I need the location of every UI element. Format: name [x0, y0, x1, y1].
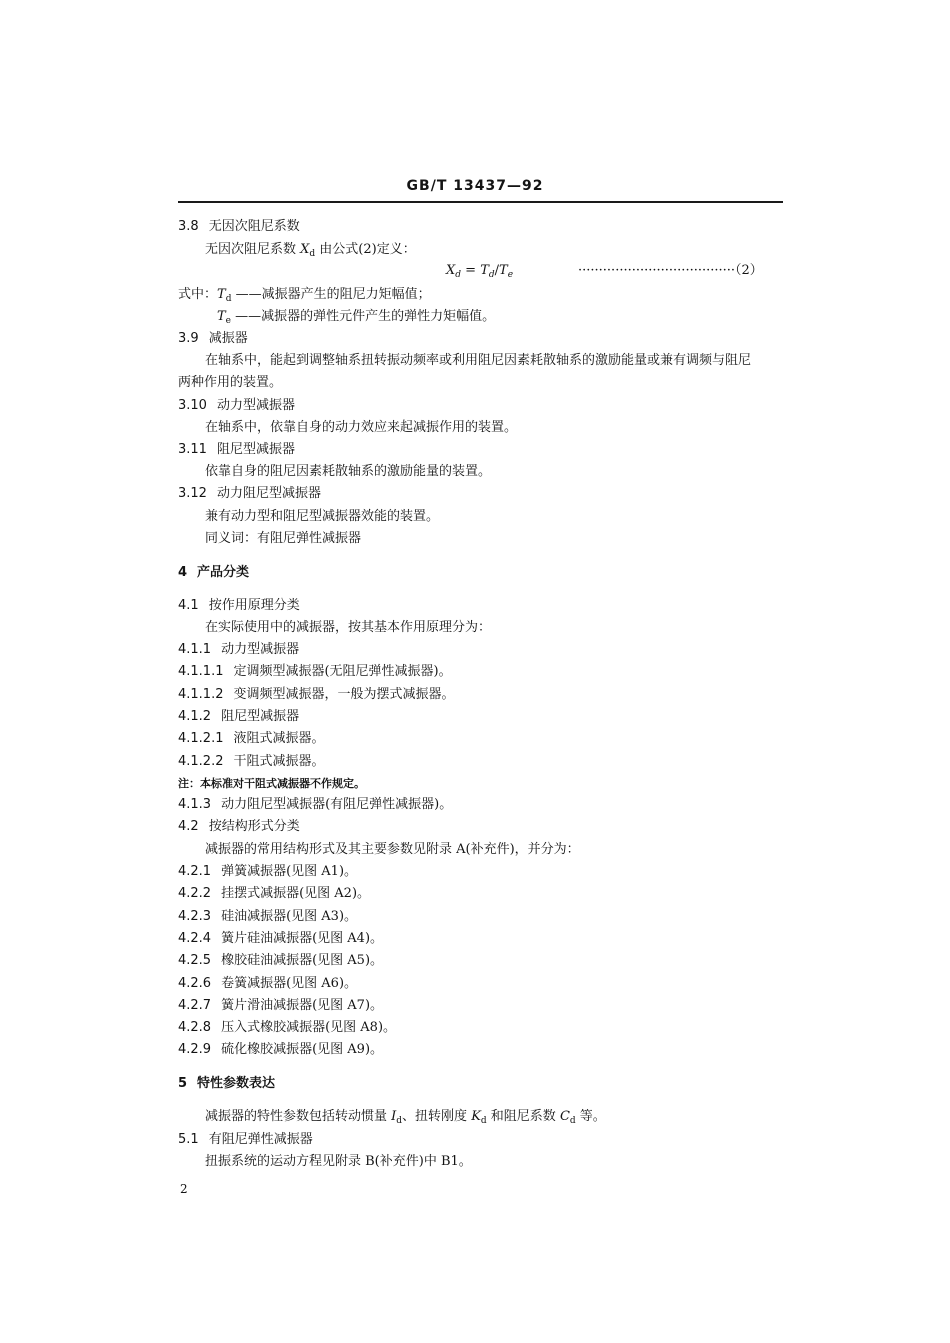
section-number: 4.2.7	[178, 998, 212, 1013]
formula-leader-dots: ······································（2）	[578, 263, 763, 278]
section-4-heading	[178, 564, 249, 582]
variable-x: X	[300, 242, 310, 257]
section-3-8-definition	[205, 241, 416, 259]
header-rule	[178, 201, 783, 203]
standard-number-header: GB/T 13437—92	[406, 178, 544, 194]
section-title: 簧片硅油减振器(见图 A4)。	[221, 931, 384, 946]
variable-c: C	[559, 1109, 570, 1124]
text-part: 和阻尼系数	[486, 1109, 560, 1124]
section-number: 5	[178, 1076, 188, 1091]
section-3-12-heading	[178, 485, 321, 503]
section-title: 有阻尼弹性减振器	[208, 1132, 313, 1147]
section-number: 3.8	[178, 219, 199, 234]
where-clause-td	[178, 286, 431, 304]
section-number: 3.11	[178, 442, 207, 457]
subscript: d	[569, 1116, 576, 1126]
section-3-9-text-line-1: 在轴系中，能起到调整轴系扭转振动频率或利用阻尼因素耗散轴系的激励能量或兼有调频与阻尼	[205, 353, 752, 368]
section-3-11-heading	[178, 441, 295, 459]
section-number: 4.2.6	[178, 976, 212, 991]
section-4-1-2-1	[178, 730, 325, 748]
formula-lhs-sub: d	[455, 270, 462, 280]
subscript: d	[480, 1116, 487, 1126]
section-title: 动力型减振器	[216, 398, 295, 413]
section-number: 4.2.4	[178, 931, 212, 946]
section-3-10-text: 在轴系中，依靠自身的动力效应来起减振作用的装置。	[205, 420, 518, 435]
section-number: 4.2.8	[178, 1020, 212, 1035]
section-title: 橡胶硅油减振器(见图 A5)。	[221, 953, 384, 968]
section-title: 卷簧减振器(见图 A6)。	[221, 976, 358, 991]
variable-k: K	[471, 1109, 481, 1124]
section-5-1-text: 扭振系统的运动方程见附录 B(补充件)中 B1。	[205, 1154, 472, 1169]
list-item	[178, 975, 357, 993]
text-part: 等。	[575, 1109, 606, 1124]
subscript: d	[309, 249, 316, 259]
section-number: 4.1	[178, 598, 199, 613]
formula-ref: （2）	[735, 263, 763, 278]
formula-t1-sub: d	[488, 270, 495, 280]
text-part: 减振器的特性参数包括转动惯量	[205, 1109, 392, 1124]
section-3-11-text: 依靠自身的阻尼因素耗散轴系的激励能量的装置。	[205, 464, 492, 479]
where-text: ——减振器产生的阻尼力矩幅值；	[231, 287, 431, 302]
where-text: ——减振器的弹性元件产生的弹性力矩幅值。	[231, 309, 496, 324]
formula-slash: /	[494, 263, 500, 278]
section-number: 4.1.1.1	[178, 664, 224, 679]
section-title: 按作用原理分类	[208, 598, 300, 613]
variable-t: T	[217, 309, 226, 324]
section-title: 变调频型减振器，一般为摆式减振器。	[233, 687, 455, 702]
section-5-heading	[178, 1075, 275, 1093]
formula-lhs: X	[446, 263, 456, 278]
list-item	[178, 1041, 383, 1059]
section-title: 特性参数表达	[197, 1076, 276, 1091]
section-title: 动力阻尼型减振器	[216, 486, 321, 501]
section-4-1-1-1	[178, 663, 452, 681]
section-title: 硅油减振器(见图 A3)。	[221, 909, 358, 924]
section-number: 4.2.9	[178, 1042, 212, 1057]
section-number: 4.2.3	[178, 909, 212, 924]
section-number: 3.10	[178, 398, 207, 413]
definition-text: 无因次阻尼系数	[205, 242, 301, 257]
list-item	[178, 885, 370, 903]
section-4-1-2-2	[178, 753, 325, 771]
section-number: 5.1	[178, 1132, 199, 1147]
subscript: e	[225, 316, 231, 326]
section-number: 4.1.2	[178, 709, 212, 724]
definition-text-end: 由公式(2)定义：	[315, 242, 416, 257]
section-title: 减振器	[208, 331, 248, 346]
section-title: 定调频型减振器(无阻尼弹性减振器)。	[233, 664, 452, 679]
list-item	[178, 863, 357, 881]
section-number: 4.1.2.2	[178, 754, 224, 769]
section-title: 无因次阻尼系数	[208, 219, 300, 234]
section-5-1-heading	[178, 1131, 313, 1149]
section-title: 干阻式减振器。	[233, 754, 325, 769]
variable-t: T	[217, 287, 226, 302]
list-item	[178, 1019, 396, 1037]
formula-2	[446, 262, 513, 280]
section-number: 4.2.2	[178, 886, 212, 901]
section-3-9-heading	[178, 330, 248, 348]
section-title: 弹簧减振器(见图 A1)。	[221, 864, 358, 879]
section-3-8-heading	[178, 218, 300, 236]
subscript: d	[396, 1116, 403, 1126]
section-4-1-2-heading	[178, 708, 299, 726]
section-4-1-1-heading	[178, 641, 299, 659]
section-title: 阻尼型减振器	[221, 709, 300, 724]
section-number: 4.2.5	[178, 953, 212, 968]
page-number: 2	[180, 1182, 188, 1196]
section-4-1-1-2	[178, 686, 455, 704]
section-3-9-text-line-2: 两种作用的装置。	[178, 375, 283, 390]
section-title: 产品分类	[197, 565, 250, 580]
section-5-text	[205, 1108, 606, 1126]
section-number: 4.1.3	[178, 797, 212, 812]
section-4-2-text: 减振器的常用结构形式及其主要参数见附录 A(补充件)，并分为：	[205, 842, 580, 857]
section-3-10-heading	[178, 397, 295, 415]
section-title: 压入式橡胶减振器(见图 A8)。	[221, 1020, 397, 1035]
section-4-1-heading	[178, 597, 300, 615]
section-title: 硫化橡胶减振器(见图 A9)。	[221, 1042, 384, 1057]
section-number: 4.1.1.2	[178, 687, 224, 702]
section-number: 4.2	[178, 819, 199, 834]
section-number: 4.2.1	[178, 864, 212, 879]
section-3-12-text-line-1: 兼有动力型和阻尼型减振器效能的装置。	[205, 509, 440, 524]
section-title: 液阻式减振器。	[233, 731, 325, 746]
list-item	[178, 930, 383, 948]
section-number: 3.12	[178, 486, 207, 501]
list-item	[178, 908, 357, 926]
section-4-1-text: 在实际使用中的减振器，按其基本作用原理分为：	[205, 620, 492, 635]
section-number: 4.1.1	[178, 642, 212, 657]
section-title: 阻尼型减振器	[216, 442, 295, 457]
note: 注：本标准对干阻式减振器不作规定。	[178, 777, 365, 790]
list-item	[178, 997, 383, 1015]
formula-t2: T	[499, 263, 508, 278]
subscript: d	[225, 294, 232, 304]
section-title: 动力阻尼型减振器(有阻尼弹性减振器)。	[221, 797, 453, 812]
section-title: 按结构形式分类	[208, 819, 300, 834]
text-part: 、扭转刚度	[402, 1109, 472, 1124]
section-4-2-heading	[178, 818, 300, 836]
list-item	[178, 952, 383, 970]
section-title: 簧片滑油减振器(见图 A7)。	[221, 998, 384, 1013]
section-number: 3.9	[178, 331, 199, 346]
section-3-12-text-line-2: 同义词：有阻尼弹性减振器	[205, 531, 362, 546]
formula-equals: =	[461, 263, 481, 278]
where-clause-te	[217, 308, 495, 326]
variable-i: I	[391, 1109, 397, 1124]
section-4-1-3	[178, 796, 452, 814]
section-number: 4	[178, 565, 188, 580]
section-title: 动力型减振器	[221, 642, 300, 657]
formula-t1: T	[480, 263, 489, 278]
section-number: 4.1.2.1	[178, 731, 224, 746]
formula-t2-sub: e	[507, 270, 514, 280]
section-title: 挂摆式减振器(见图 A2)。	[221, 886, 371, 901]
where-label: 式中：	[178, 287, 218, 302]
